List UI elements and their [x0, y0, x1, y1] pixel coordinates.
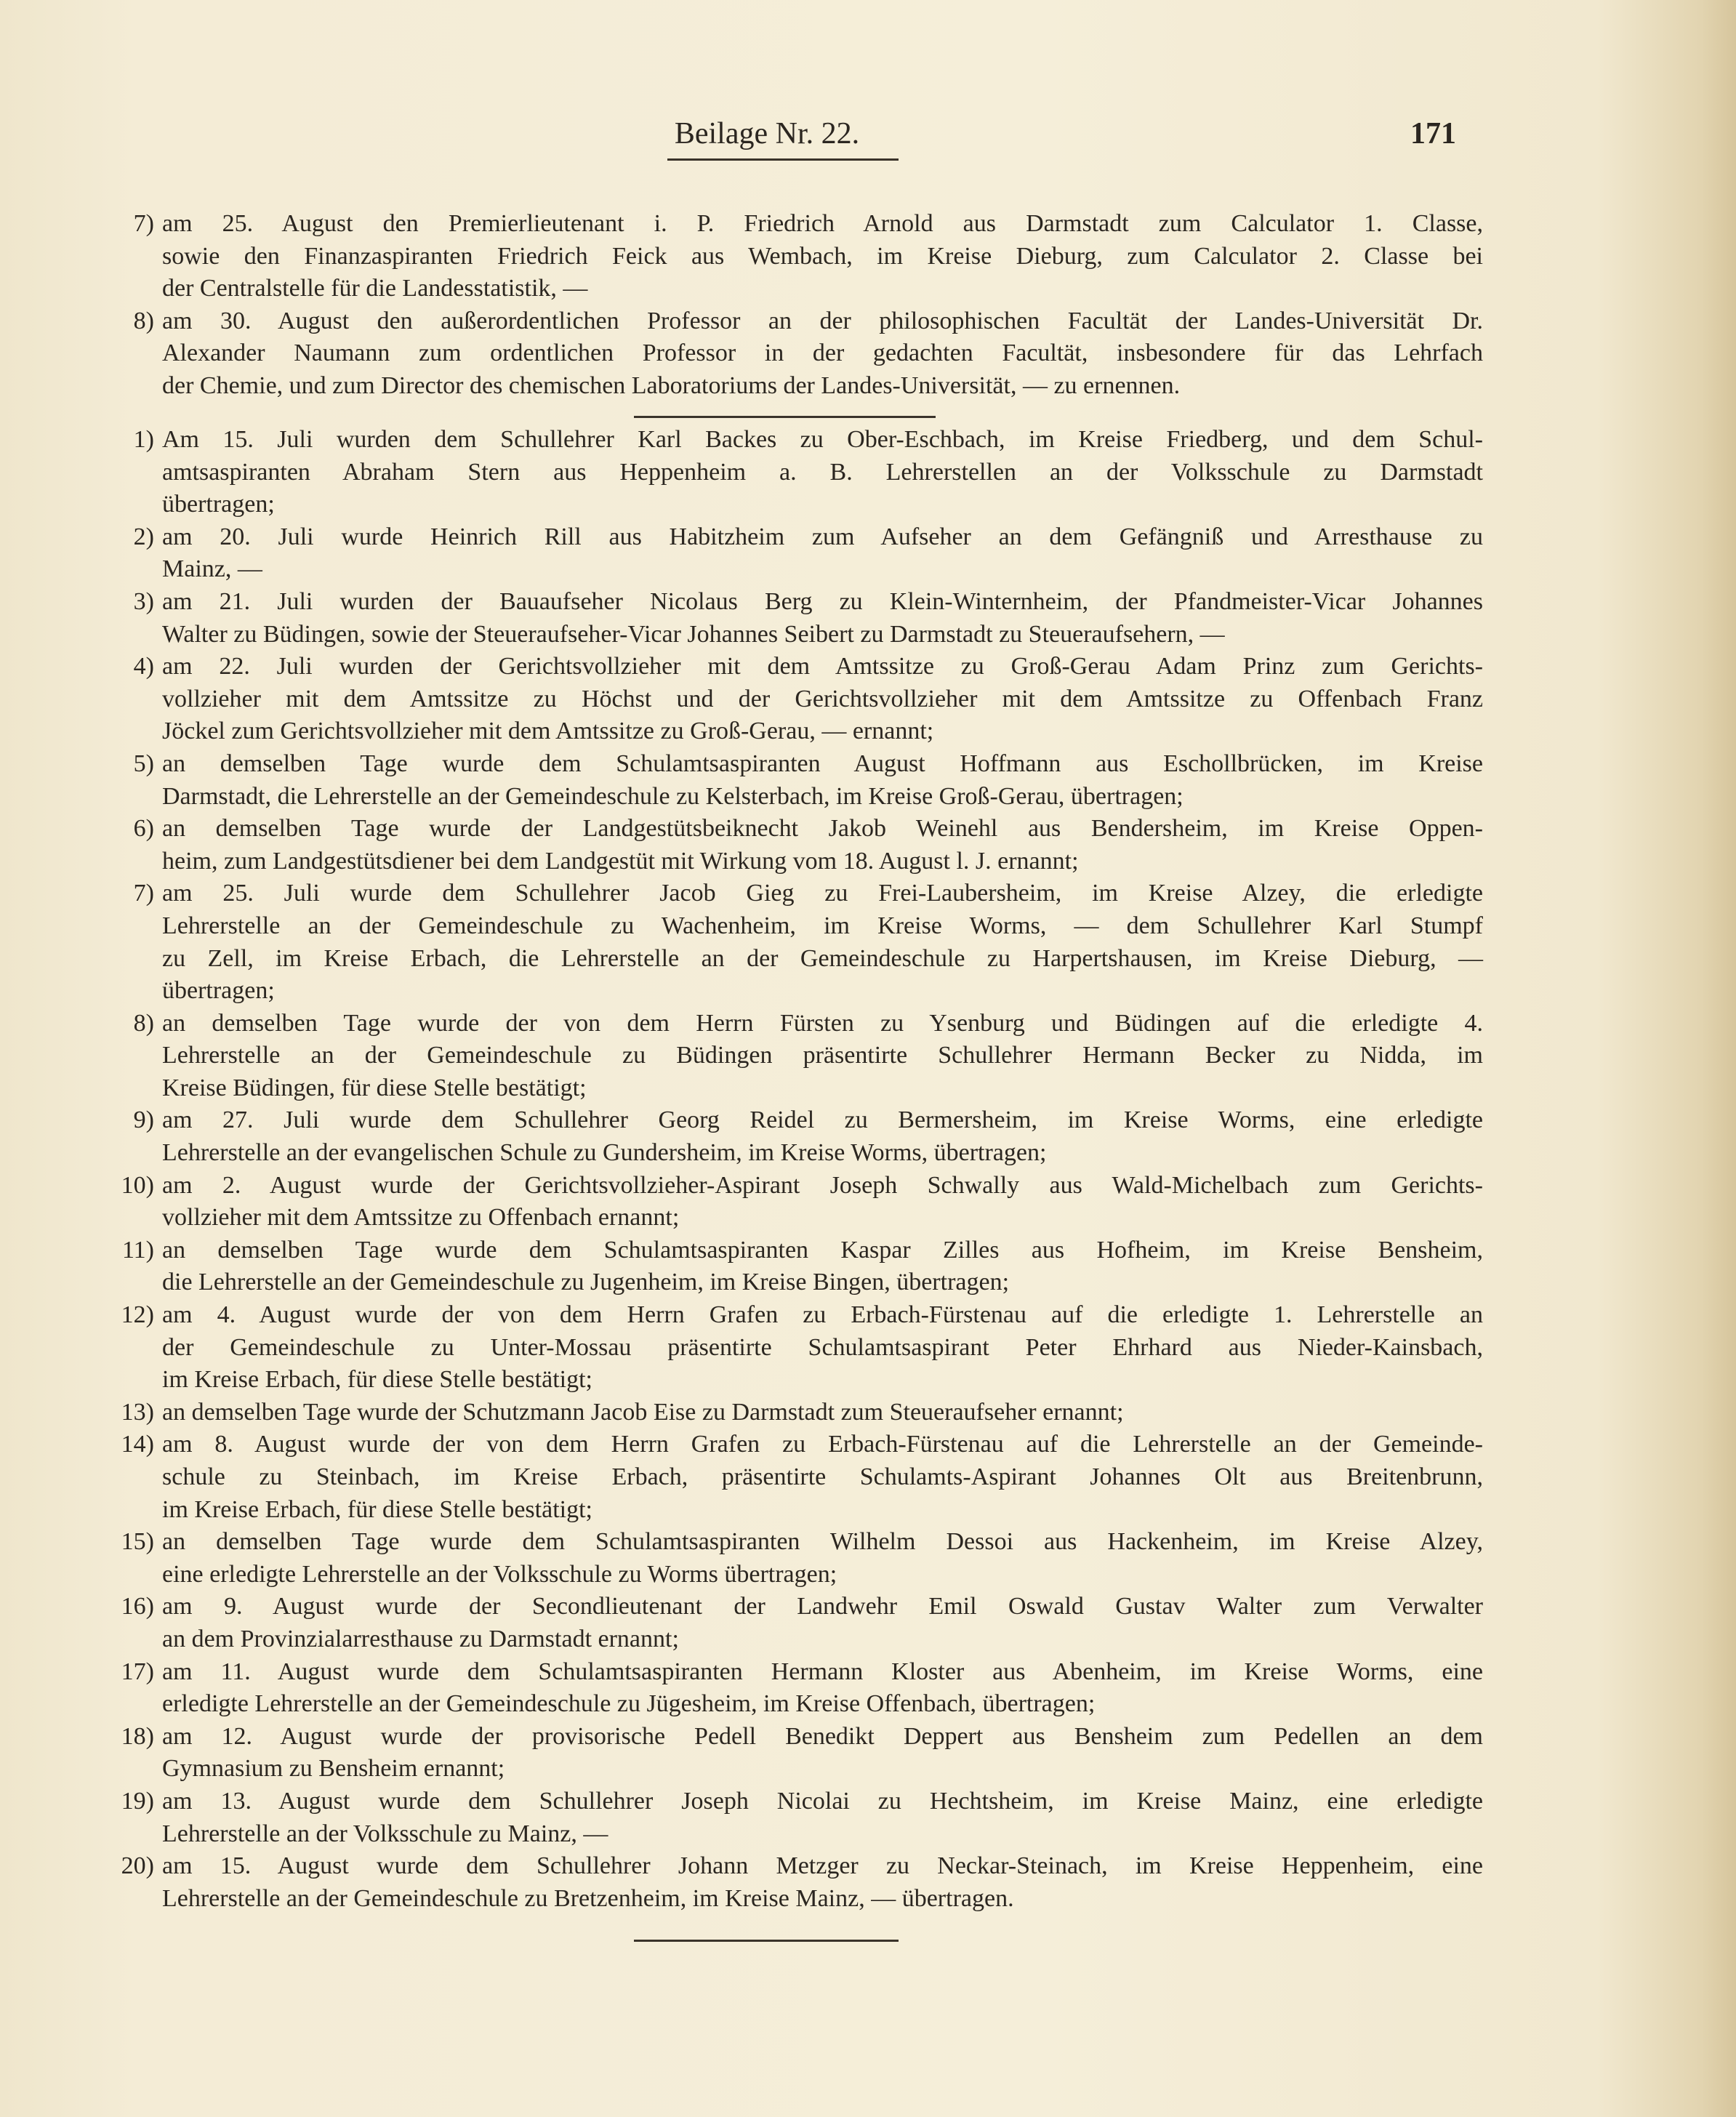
item-text-line: vollzieher mit dem Amtssitze zu Höchst und der Gerichtsvollzieher mit dem Amtssitze zu Offenbach Franz — [162, 685, 1483, 712]
item-number: 11) — [121, 1236, 154, 1264]
list-item — [102, 305, 1483, 403]
item-text-line: am 13. August wurde dem Schullehrer Joseph Nicolai zu Hechtsheim, im Kreise Mainz, eine erledigte — [162, 1787, 1483, 1815]
item-text-line: im Kreise Erbach, für diese Stelle bestätigt; — [162, 1495, 592, 1523]
item-number: 14) — [121, 1431, 154, 1458]
list-item — [102, 424, 1483, 521]
item-text-line: Kreise Büdingen, für diese Stelle bestätigt; — [162, 1074, 587, 1101]
item-text-line: Walter zu Büdingen, sowie der Steueraufseher-Vicar Johannes Seibert zu Darmstadt zu Steueraufsehern, — — [162, 620, 1225, 648]
appointments-section-2 — [102, 424, 1483, 1915]
item-text-line: schule zu Steinbach, im Kreise Erbach, präsentirte Schulamts-Aspirant Johannes Olt aus Breitenbrunn, — [162, 1463, 1483, 1490]
item-text-line: am 15. August wurde dem Schullehrer Johann Metzger zu Neckar-Steinach, im Kreise Heppenheim, eine — [162, 1852, 1483, 1880]
item-text-line: am 11. August wurde dem Schulamtsaspiranten Hermann Kloster aus Abenheim, im Kreise Worms, eine — [162, 1658, 1483, 1685]
item-text-line: sowie den Finanzaspiranten Friedrich Feick aus Wembach, im Kreise Dieburg, zum Calculator 2. Classe bei — [162, 242, 1483, 270]
item-text-line: Jöckel zum Gerichtsvollzieher mit dem Amtssitze zu Groß-Gerau, — ernannt; — [162, 718, 934, 745]
item-text-line: an demselben Tage wurde dem Schulamtsaspiranten Wilhelm Dessoi aus Hackenheim, im Kreise Alzey, — [162, 1528, 1483, 1556]
item-number: 8) — [133, 307, 154, 334]
page-number: 171 — [1410, 117, 1456, 150]
item-text-line: Alexander Naumann zum ordentlichen Professor in der gedachten Facultät, insbesondere für das Lehrfach — [162, 340, 1483, 367]
item-text-line: erledigte Lehrerstelle an der Gemeindeschule zu Jügesheim, im Kreise Offenbach, übertragen; — [162, 1690, 1096, 1718]
item-number: 16) — [121, 1593, 154, 1620]
item-number: 17) — [121, 1658, 154, 1685]
item-text-line: Lehrerstelle an der evangelischen Schule zu Gundersheim, im Kreise Worms, übertragen; — [162, 1139, 1047, 1167]
item-text-line: der Chemie, und zum Director des chemischen Laboratoriums der Landes-Universität, — zu ernennen. — [162, 371, 1181, 399]
item-number: 5) — [133, 750, 154, 777]
item-text-line: am 20. Juli wurde Heinrich Rill aus Habitzheim zum Aufseher an dem Gefängniß und Arresthause zu — [162, 523, 1483, 550]
item-text-line: am 25. August den Premierlieutenant i. P. Friedrich Arnold aus Darmstadt zum Calculator 1. Classe, — [162, 210, 1483, 237]
list-item — [102, 208, 1483, 305]
end-rule — [634, 1940, 899, 1942]
item-text-line: eine erledigte Lehrerstelle an der Volksschule zu Worms übertragen; — [162, 1560, 837, 1588]
list-item — [102, 877, 1483, 1007]
item-text-line: am 9. August wurde der Secondlieutenant der Landwehr Emil Oswald Gustav Walter zum Verwalter — [162, 1593, 1483, 1620]
list-item — [102, 1591, 1483, 1655]
item-number: 6) — [133, 815, 154, 843]
list-item — [102, 651, 1483, 748]
item-text-line: Mainz, — — [162, 555, 262, 583]
list-item — [102, 1170, 1483, 1234]
item-text-line: an demselben Tage wurde der Schutzmann Jacob Eise zu Darmstadt zum Steueraufseher ernannt; — [162, 1398, 1124, 1426]
item-text-line: Lehrerstelle an der Gemeindeschule zu Wachenheim, im Kreise Worms, — dem Schullehrer Karl Stumpf — [162, 912, 1483, 939]
item-text-line: die Lehrerstelle an der Gemeindeschule zu Jugenheim, im Kreise Bingen, übertragen; — [162, 1269, 1010, 1296]
item-number: 1) — [133, 426, 154, 453]
item-number: 15) — [121, 1528, 154, 1556]
list-item — [102, 1234, 1483, 1299]
item-text-line: am 22. Juli wurden der Gerichtsvollzieher mit dem Amtssitze zu Groß-Gerau Adam Prinz zum Gerichts- — [162, 653, 1483, 680]
item-number: 18) — [121, 1722, 154, 1750]
list-item — [102, 1656, 1483, 1721]
item-number: 2) — [133, 523, 154, 550]
item-text-line: am 21. Juli wurden der Bauaufseher Nicolaus Berg zu Klein-Winternheim, der Pfandmeister-Vicar Johannes — [162, 587, 1483, 615]
list-item — [102, 1008, 1483, 1105]
item-number: 12) — [121, 1301, 154, 1329]
item-text-line: an demselben Tage wurde der von dem Herrn Fürsten zu Ysenburg und Büdingen auf die erledigte 4. — [162, 1009, 1483, 1037]
item-number: 13) — [121, 1398, 154, 1426]
item-text-line: an demselben Tage wurde der Landgestütsbeiknecht Jakob Weinehl aus Bendersheim, im Kreise Oppen- — [162, 815, 1483, 843]
item-number: 20) — [121, 1852, 154, 1880]
list-item — [102, 1721, 1483, 1785]
item-text-line: zu Zell, im Kreise Erbach, die Lehrerstelle an der Gemeindeschule zu Harpertshausen, im Kreise Dieburg, — — [162, 944, 1483, 972]
list-item — [102, 813, 1483, 877]
item-text-line: Lehrerstelle an der Volksschule zu Mainz, — — [162, 1820, 608, 1847]
item-text-line: Lehrerstelle an der Gemeindeschule zu Büdingen präsentirte Schullehrer Hermann Becker zu Nidda, im — [162, 1042, 1483, 1069]
item-text-line: an dem Provinzialarresthause zu Darmstadt ernannt; — [162, 1625, 679, 1652]
item-text-line: übertragen; — [162, 491, 275, 518]
item-text-line: Darmstadt, die Lehrerstelle an der Gemeindeschule zu Kelsterbach, im Kreise Groß-Gerau, übertragen; — [162, 782, 1184, 810]
item-number: 9) — [133, 1106, 154, 1134]
page-header-title: Beilage Nr. 22. — [674, 117, 860, 150]
list-item — [102, 1397, 1483, 1429]
item-text-line: am 30. August den außerordentlichen Professor an der philosophischen Facultät der Landes-Universität Dr. — [162, 307, 1483, 334]
section-divider — [634, 416, 936, 418]
item-text-line: am 8. August wurde der von dem Herrn Grafen zu Erbach-Fürstenau auf die Lehrerstelle an der Gemeinde- — [162, 1431, 1483, 1458]
list-item — [102, 521, 1483, 586]
item-text-line: am 2. August wurde der Gerichtsvollzieher-Aspirant Joseph Schwally aus Wald-Michelbach zum Gerichts- — [162, 1171, 1483, 1199]
list-item — [102, 1104, 1483, 1169]
item-number: 7) — [133, 210, 154, 237]
list-item — [102, 1299, 1483, 1397]
item-text-line: an demselben Tage wurde dem Schulamtsaspiranten Kaspar Zilles aus Hofheim, im Kreise Bensheim, — [162, 1236, 1483, 1264]
item-text-line: im Kreise Erbach, für diese Stelle bestätigt; — [162, 1366, 592, 1394]
item-text-line: am 12. August wurde der provisorische Pedell Benedikt Deppert aus Bensheim zum Pedellen an dem — [162, 1722, 1483, 1750]
item-number: 19) — [121, 1787, 154, 1815]
list-item — [102, 748, 1483, 813]
appointments-section-1 — [102, 208, 1483, 403]
item-text-line: heim, zum Landgestütsdiener bei dem Landgestüt mit Wirkung vom 18. August l. J. ernannt; — [162, 847, 1079, 875]
list-item — [102, 1785, 1483, 1850]
item-text-line: der Gemeindeschule zu Unter-Mossau präsentirte Schulamtsaspirant Peter Ehrhard aus Nieder-Kainsbach, — [162, 1333, 1483, 1361]
item-text-line: Lehrerstelle an der Gemeindeschule zu Bretzenheim, im Kreise Mainz, — übertragen. — [162, 1884, 1014, 1912]
item-number: 3) — [133, 587, 154, 615]
item-text-line: der Centralstelle für die Landesstatistik, — — [162, 275, 588, 302]
item-number: 4) — [133, 653, 154, 680]
header-underline — [667, 158, 899, 161]
list-item — [102, 586, 1483, 651]
list-item — [102, 1850, 1483, 1915]
item-text-line: vollzieher mit dem Amtssitze zu Offenbach ernannt; — [162, 1204, 680, 1232]
item-number: 10) — [121, 1171, 154, 1199]
item-text-line: am 27. Juli wurde dem Schullehrer Georg Reidel zu Bermersheim, im Kreise Worms, eine erledigte — [162, 1106, 1483, 1134]
list-item — [102, 1526, 1483, 1591]
item-text-line: Am 15. Juli wurden dem Schullehrer Karl Backes zu Ober-Eschbach, im Kreise Friedberg, und dem Schul- — [162, 426, 1483, 453]
item-text-line: am 25. Juli wurde dem Schullehrer Jacob Gieg zu Frei-Laubersheim, im Kreise Alzey, die erledigte — [162, 880, 1483, 907]
item-number: 7) — [133, 880, 154, 907]
item-text-line: an demselben Tage wurde dem Schulamtsaspiranten August Hoffmann aus Eschollbrücken, im Kreise — [162, 750, 1483, 777]
item-text-line: amtsaspiranten Abraham Stern aus Heppenheim a. B. Lehrerstellen an der Volksschule zu Darmstadt — [162, 458, 1483, 486]
item-number: 8) — [133, 1009, 154, 1037]
item-text-line: Gymnasium zu Bensheim ernannt; — [162, 1755, 505, 1783]
item-text-line: übertragen; — [162, 977, 275, 1005]
item-text-line: am 4. August wurde der von dem Herrn Grafen zu Erbach-Fürstenau auf die erledigte 1. Lehrerstelle an — [162, 1301, 1483, 1329]
list-item — [102, 1429, 1483, 1526]
